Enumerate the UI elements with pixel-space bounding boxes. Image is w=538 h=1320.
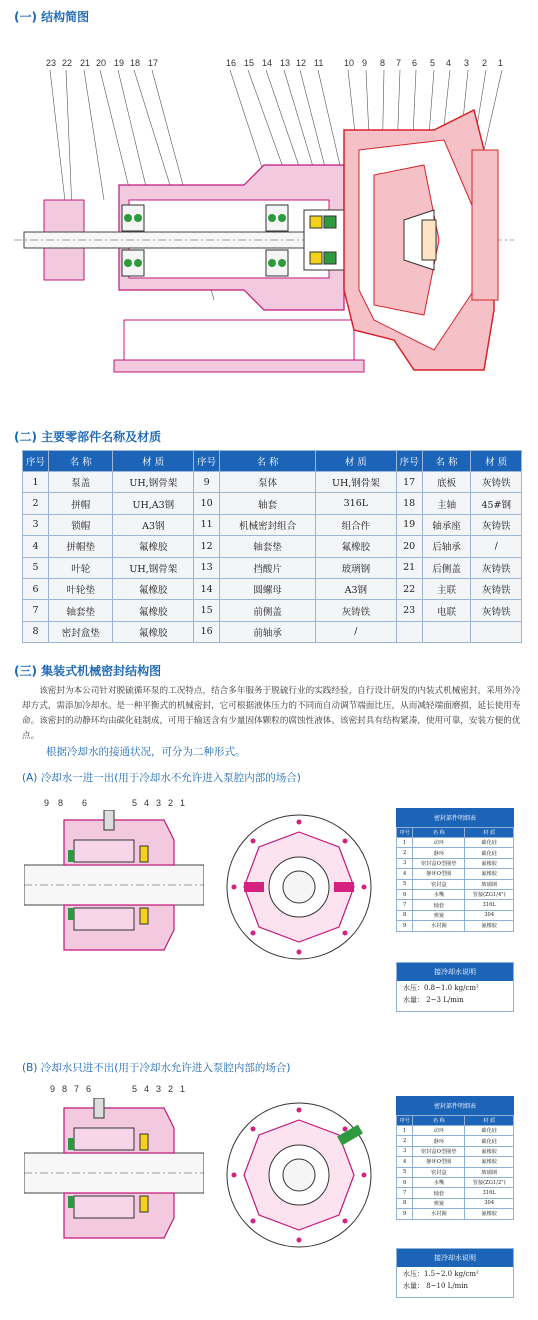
table-row bbox=[23, 578, 522, 599]
table-cell: 叶轮垫 bbox=[49, 578, 113, 599]
seal-b-cooling-flow: 水量： 8~10 L/min bbox=[403, 1282, 469, 1290]
part-number: 6 bbox=[86, 1084, 92, 1094]
seal-a-table-title: 密封部件明细表 bbox=[396, 808, 514, 827]
seal-b-section-drawing bbox=[24, 1098, 204, 1248]
table-cell: 316L bbox=[316, 493, 397, 514]
part-number: 15 bbox=[244, 58, 255, 68]
table-cell: 氟橡胶 bbox=[113, 536, 194, 557]
table-cell: 管接(ZG1/2") bbox=[465, 1177, 514, 1187]
part-number: 3 bbox=[464, 58, 470, 68]
table-cell: 304 bbox=[465, 1198, 514, 1208]
part-number: 22 bbox=[62, 58, 73, 68]
seal-a-cooling-pressure: 水压：0.8~1.0 kg/cm² bbox=[403, 984, 479, 992]
section-title-parts: (二) 主要零部件名称及材质 bbox=[14, 430, 162, 444]
part-number: 8 bbox=[380, 58, 386, 68]
table-cell: 9 bbox=[397, 1209, 413, 1219]
table-cell: 水嘴 bbox=[413, 889, 465, 899]
part-number: 11 bbox=[314, 58, 324, 68]
table-cell: 水嘴 bbox=[413, 1177, 465, 1187]
table-row bbox=[397, 1146, 514, 1156]
table-row bbox=[23, 514, 522, 535]
table-cell: 23 bbox=[396, 600, 422, 621]
table-cell: 9 bbox=[397, 921, 413, 931]
part-number: 1 bbox=[180, 1084, 186, 1094]
table-cell: 19 bbox=[396, 514, 422, 535]
table-cell: 氟橡胶 bbox=[465, 1146, 514, 1156]
table-cell: 挡酸片 bbox=[220, 557, 316, 578]
table-cell: 氟橡胶 bbox=[465, 869, 514, 879]
table-cell bbox=[396, 621, 422, 642]
table-row bbox=[397, 1188, 514, 1198]
cooling-intro: 根据冷却水的接通状况，可分为二种形式。 bbox=[46, 746, 246, 758]
table-cell: 316L bbox=[465, 900, 514, 910]
seal-a-cooling-box bbox=[396, 962, 514, 1012]
table-cell: 主轴 bbox=[422, 493, 471, 514]
table-cell: 氟橡胶 bbox=[465, 921, 514, 931]
parts-table bbox=[22, 450, 522, 643]
table-cell: 6 bbox=[397, 889, 413, 899]
table-cell: 21 bbox=[396, 557, 422, 578]
table-cell: 11 bbox=[194, 514, 220, 535]
table-row bbox=[397, 848, 514, 858]
table-row bbox=[397, 838, 514, 848]
table-cell: 拼帽垫 bbox=[49, 536, 113, 557]
table-cell: A3钢 bbox=[316, 578, 397, 599]
part-number: 16 bbox=[226, 58, 237, 68]
table-cell: 底板 bbox=[422, 472, 471, 493]
table-row bbox=[23, 472, 522, 493]
table-cell: 5 bbox=[397, 879, 413, 889]
table-cell: 16 bbox=[194, 621, 220, 642]
seal-b-table-title: 密封部件明细表 bbox=[396, 1096, 514, 1115]
table-cell: 水封圈 bbox=[413, 921, 465, 931]
seal-a-end-view bbox=[214, 812, 384, 962]
seal-a-parts-table bbox=[396, 808, 514, 932]
intro-paragraph: 该密封为本公司针对脱硫循环泵的工况特点，结合多年服务于脱硫行业的实践经验，自行设计研发的内装式机械密封，采用外冷却方式，需添加冷却水。是一种平衡式的机械密封，它可根据液体压力的不同而自动调节端面比压，从而减轻端面磨损，延长使用寿命。该密封的动静环均由碳化硅制成，可用于输送含有少量固体颗粒的腐蚀性液体。该密封具有结构紧凑，使用可靠，安装方便的优点。 bbox=[22, 686, 521, 741]
table-row bbox=[397, 1209, 514, 1219]
table-cell: 304 bbox=[465, 910, 514, 920]
table-row bbox=[397, 858, 514, 868]
table-cell: 4 bbox=[397, 869, 413, 879]
table-cell: 电联 bbox=[422, 600, 471, 621]
table-row bbox=[23, 557, 522, 578]
section-title-structure: (一) 结构简图 bbox=[14, 10, 90, 24]
part-number: 5 bbox=[132, 1084, 138, 1094]
col-header: 材 质 bbox=[465, 828, 514, 838]
table-cell: 机械密封组合 bbox=[220, 514, 316, 535]
part-number: 2 bbox=[168, 798, 174, 808]
table-cell: 4 bbox=[397, 1157, 413, 1167]
pump-structure-drawing bbox=[14, 70, 514, 420]
part-number: 4 bbox=[144, 798, 150, 808]
table-cell: 动环 bbox=[413, 1126, 465, 1136]
part-number: 5 bbox=[430, 58, 436, 68]
part-number: 3 bbox=[156, 1084, 162, 1094]
table-cell: 碳化硅 bbox=[465, 848, 514, 858]
part-number: 18 bbox=[130, 58, 141, 68]
table-cell: 1 bbox=[397, 1126, 413, 1136]
part-number: 23 bbox=[46, 58, 57, 68]
table-cell: 前侧盖 bbox=[220, 600, 316, 621]
table-cell: 2 bbox=[23, 493, 49, 514]
table-cell: 5 bbox=[397, 1167, 413, 1177]
table-cell: 碳化硅 bbox=[465, 1126, 514, 1136]
table-cell: 弹簧 bbox=[413, 1198, 465, 1208]
table-cell: 4 bbox=[23, 536, 49, 557]
part-number: 9 bbox=[50, 1084, 56, 1094]
section-title-seal: (三) 集装式机械密封结构图 bbox=[14, 664, 162, 678]
table-cell: 动环 bbox=[413, 838, 465, 848]
table-cell: 灰铸铁 bbox=[471, 600, 522, 621]
table-cell: 玻璃钢 bbox=[465, 879, 514, 889]
table-cell: 8 bbox=[397, 1198, 413, 1208]
table-cell: 锁帽 bbox=[49, 514, 113, 535]
table-row bbox=[23, 536, 522, 557]
table-cell: 密封盒O型圈垫 bbox=[413, 858, 465, 868]
table-row bbox=[397, 900, 514, 910]
table-cell: 氟橡胶 bbox=[465, 1209, 514, 1219]
table-cell: 3 bbox=[23, 514, 49, 535]
table-cell: 轴套 bbox=[413, 1188, 465, 1198]
table-cell: 灰铸铁 bbox=[471, 578, 522, 599]
table-cell: 叶轮 bbox=[49, 557, 113, 578]
table-cell: 22 bbox=[396, 578, 422, 599]
table-cell: 管接(ZG1/4") bbox=[465, 889, 514, 899]
table-cell: 静环O型圈 bbox=[413, 1157, 465, 1167]
part-number: 12 bbox=[296, 58, 307, 68]
table-row bbox=[23, 621, 522, 642]
table-cell: 拼帽 bbox=[49, 493, 113, 514]
table-row bbox=[397, 1126, 514, 1136]
table-cell: 密封盒 bbox=[413, 879, 465, 889]
table-row bbox=[397, 879, 514, 889]
part-number: 8 bbox=[62, 1084, 68, 1094]
table-cell: 泵体 bbox=[220, 472, 316, 493]
table-row bbox=[397, 910, 514, 920]
table-row bbox=[397, 869, 514, 879]
col-header: 材 质 bbox=[465, 1116, 514, 1126]
table-cell: UH,钢骨架 bbox=[113, 557, 194, 578]
table-cell: 组合件 bbox=[316, 514, 397, 535]
table-cell: 前轴承 bbox=[220, 621, 316, 642]
part-number: 20 bbox=[96, 58, 107, 68]
table-cell: 圆螺母 bbox=[220, 578, 316, 599]
table-row bbox=[397, 921, 514, 931]
table-cell: 45#钢 bbox=[471, 493, 522, 514]
table-cell: 氟橡胶 bbox=[113, 578, 194, 599]
table-cell: 氟橡胶 bbox=[113, 621, 194, 642]
seal-a-cooling-title: 接冷却水说明 bbox=[397, 963, 513, 981]
table-cell: 13 bbox=[194, 557, 220, 578]
part-number: 9 bbox=[44, 798, 50, 808]
table-cell: 1 bbox=[397, 838, 413, 848]
table-cell: 灰铸铁 bbox=[471, 472, 522, 493]
table-cell: UH,钢骨架 bbox=[113, 472, 194, 493]
part-number: 3 bbox=[156, 798, 162, 808]
table-cell: 7 bbox=[23, 600, 49, 621]
table-cell: 氟橡胶 bbox=[465, 858, 514, 868]
table-cell: 8 bbox=[397, 910, 413, 920]
table-cell: 7 bbox=[397, 1188, 413, 1198]
col-header: 序号 bbox=[397, 828, 413, 838]
table-row bbox=[397, 1177, 514, 1187]
col-header: 名 称 bbox=[413, 828, 465, 838]
table-cell: 灰铸铁 bbox=[316, 600, 397, 621]
part-number: 2 bbox=[482, 58, 488, 68]
table-cell: 碳化硅 bbox=[465, 838, 514, 848]
table-cell: 轴承座 bbox=[422, 514, 471, 535]
part-number: 14 bbox=[262, 58, 273, 68]
table-cell: 后轴承 bbox=[422, 536, 471, 557]
table-cell: 9 bbox=[194, 472, 220, 493]
seal-b-cooling-title: 接冷却水说明 bbox=[397, 1249, 513, 1267]
table-cell: 3 bbox=[397, 1146, 413, 1156]
table-cell: 7 bbox=[397, 900, 413, 910]
part-number: 2 bbox=[168, 1084, 174, 1094]
part-number: 19 bbox=[114, 58, 125, 68]
table-cell: 轴套 bbox=[220, 493, 316, 514]
part-number: 10 bbox=[344, 58, 355, 68]
col-header: 名 称 bbox=[413, 1116, 465, 1126]
table-cell: 316L bbox=[465, 1188, 514, 1198]
table-row bbox=[23, 600, 522, 621]
part-number: 9 bbox=[362, 58, 368, 68]
table-cell: 水封圈 bbox=[413, 1209, 465, 1219]
table-cell: 玻璃钢 bbox=[465, 1167, 514, 1177]
table-row bbox=[397, 1157, 514, 1167]
table-row bbox=[397, 1136, 514, 1146]
seal-a-section-drawing bbox=[24, 810, 204, 960]
part-number: 7 bbox=[396, 58, 402, 68]
col-header: 材 质 bbox=[113, 451, 194, 472]
table-cell: 碳化硅 bbox=[465, 1136, 514, 1146]
col-header: 材 质 bbox=[471, 451, 522, 472]
table-row bbox=[397, 1167, 514, 1177]
table-cell: 弹簧 bbox=[413, 910, 465, 920]
part-number: 5 bbox=[132, 798, 138, 808]
table-cell: A3钢 bbox=[113, 514, 194, 535]
part-number: 6 bbox=[412, 58, 418, 68]
table-cell: UH,钢骨架 bbox=[316, 472, 397, 493]
variant-b-title: (B) 冷却水只进不出(用于冷却水允许进入泵腔内部的场合) bbox=[22, 1062, 291, 1074]
table-cell: 20 bbox=[396, 536, 422, 557]
table-cell: 轴套 bbox=[413, 900, 465, 910]
part-number: 8 bbox=[58, 798, 64, 808]
col-header: 材 质 bbox=[316, 451, 397, 472]
seal-b-parts-table bbox=[396, 1096, 514, 1220]
part-number: 4 bbox=[446, 58, 452, 68]
table-cell: 主联 bbox=[422, 578, 471, 599]
table-cell: 灰铸铁 bbox=[471, 514, 522, 535]
table-cell: 10 bbox=[194, 493, 220, 514]
seal-a-cooling-flow: 水量： 2~3 L/min bbox=[403, 996, 464, 1004]
col-header: 序号 bbox=[397, 1116, 413, 1126]
table-cell: 氟橡胶 bbox=[465, 1157, 514, 1167]
table-cell: / bbox=[316, 621, 397, 642]
table-cell: / bbox=[471, 536, 522, 557]
part-number: 1 bbox=[180, 798, 186, 808]
table-cell: 6 bbox=[23, 578, 49, 599]
table-cell: 2 bbox=[397, 1136, 413, 1146]
table-cell: 泵盖 bbox=[49, 472, 113, 493]
seal-b-cooling-pressure: 水压：1.5~2.0 kg/cm² bbox=[403, 1270, 479, 1278]
table-cell: 密封盒O型圈垫 bbox=[413, 1146, 465, 1156]
table-cell: 静环O型圈 bbox=[413, 869, 465, 879]
col-header: 序号 bbox=[23, 451, 49, 472]
table-cell: 轴套垫 bbox=[49, 600, 113, 621]
table-cell: 14 bbox=[194, 578, 220, 599]
table-row bbox=[397, 889, 514, 899]
part-number: 6 bbox=[82, 798, 88, 808]
table-cell: 2 bbox=[397, 848, 413, 858]
col-header: 名 称 bbox=[220, 451, 316, 472]
table-cell: 8 bbox=[23, 621, 49, 642]
variant-b-part-numbers bbox=[0, 1084, 200, 1096]
table-cell: 3 bbox=[397, 858, 413, 868]
table-row bbox=[23, 493, 522, 514]
col-header: 序号 bbox=[194, 451, 220, 472]
table-cell: 静环 bbox=[413, 1136, 465, 1146]
part-number: 1 bbox=[498, 58, 504, 68]
table-cell: 灰铸铁 bbox=[471, 557, 522, 578]
table-cell: 5 bbox=[23, 557, 49, 578]
table-cell: 氟橡胶 bbox=[316, 536, 397, 557]
part-number: 17 bbox=[148, 58, 159, 68]
structure-part-numbers bbox=[0, 58, 538, 70]
table-cell: 17 bbox=[396, 472, 422, 493]
variant-a-title: (A) 冷却水一进一出(用于冷却水不允许进入泵腔内部的场合) bbox=[22, 772, 301, 784]
table-cell bbox=[471, 621, 522, 642]
part-number: 13 bbox=[280, 58, 291, 68]
table-cell: 密封盒 bbox=[413, 1167, 465, 1177]
parts-table-header bbox=[23, 451, 522, 472]
part-number: 4 bbox=[144, 1084, 150, 1094]
parts-table-body bbox=[23, 472, 522, 643]
seal-b-end-view bbox=[214, 1100, 384, 1250]
table-cell bbox=[422, 621, 471, 642]
col-header: 名 称 bbox=[49, 451, 113, 472]
seal-b-cooling-box bbox=[396, 1248, 514, 1298]
table-cell: 12 bbox=[194, 536, 220, 557]
part-number: 21 bbox=[80, 58, 91, 68]
table-cell: 轴套垫 bbox=[220, 536, 316, 557]
table-cell: 1 bbox=[23, 472, 49, 493]
table-cell: 18 bbox=[396, 493, 422, 514]
table-row bbox=[397, 1198, 514, 1208]
table-cell: 玻璃钢 bbox=[316, 557, 397, 578]
variant-a-part-numbers bbox=[0, 798, 200, 810]
table-cell: 6 bbox=[397, 1177, 413, 1187]
table-cell: 15 bbox=[194, 600, 220, 621]
col-header: 序号 bbox=[396, 451, 422, 472]
table-cell: 密封盒垫 bbox=[49, 621, 113, 642]
table-cell: 后侧盖 bbox=[422, 557, 471, 578]
part-number: 7 bbox=[74, 1084, 80, 1094]
table-cell: 氟橡胶 bbox=[113, 600, 194, 621]
col-header: 名 称 bbox=[422, 451, 471, 472]
table-cell: UH,A3钢 bbox=[113, 493, 194, 514]
table-cell: 静环 bbox=[413, 848, 465, 858]
